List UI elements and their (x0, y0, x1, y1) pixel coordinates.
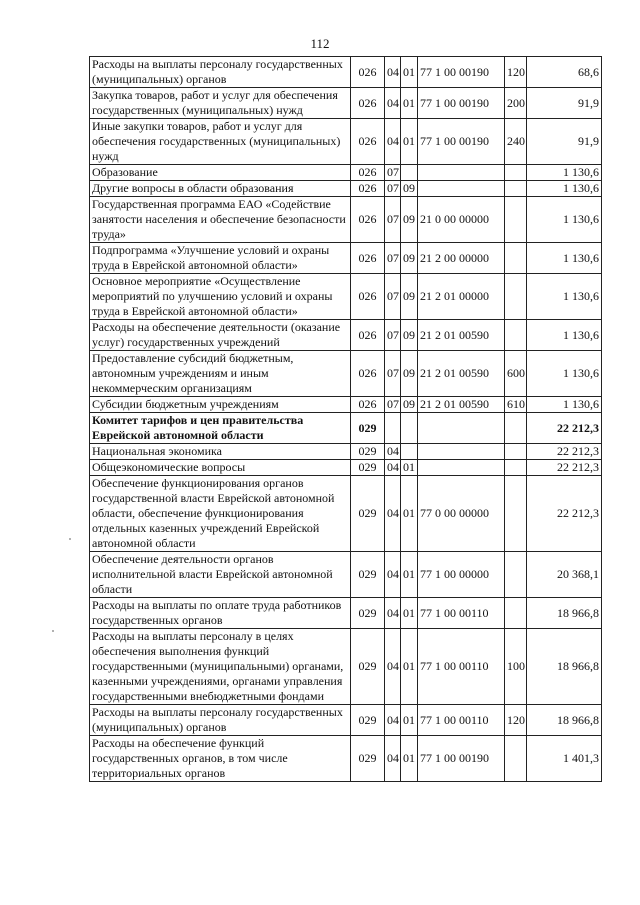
table-row (90, 598, 602, 629)
section-code-cell (385, 413, 401, 444)
row-name-cell: Образование (90, 165, 351, 181)
table-row (90, 460, 602, 476)
expense-type-cell: 120 (505, 57, 527, 88)
expense-type-cell (505, 320, 527, 351)
section-code-cell: 07 (385, 320, 401, 351)
amount-cell: 22 212,3 (527, 460, 602, 476)
section-code-cell: 04 (385, 629, 401, 705)
subsection-code-cell: 01 (401, 57, 418, 88)
expense-type-cell (505, 460, 527, 476)
amount-cell: 1 130,6 (527, 197, 602, 243)
section-code-cell: 04 (385, 88, 401, 119)
row-name-cell: Закупка товаров, работ и услуг для обеспечения государственных (муниципальных) нужд (90, 88, 351, 119)
ministry-code-cell: 026 (351, 274, 385, 320)
section-code-cell: 07 (385, 351, 401, 397)
table-row (90, 705, 602, 736)
ministry-code-cell: 029 (351, 444, 385, 460)
subsection-code-cell: 01 (401, 88, 418, 119)
subsection-code-cell: 01 (401, 598, 418, 629)
table-row (90, 88, 602, 119)
subsection-code-cell: 01 (401, 552, 418, 598)
expense-type-cell (505, 413, 527, 444)
table-row (90, 413, 602, 444)
ministry-code-cell: 029 (351, 705, 385, 736)
row-name-cell: Предоставление субсидий бюджетным, автономным учреждениям и иным некоммерческим организациям (90, 351, 351, 397)
expense-type-cell (505, 476, 527, 552)
row-name-cell: Расходы на выплаты по оплате труда работников государственных органов (90, 598, 351, 629)
section-code-cell: 07 (385, 274, 401, 320)
table-row (90, 243, 602, 274)
amount-cell: 1 130,6 (527, 320, 602, 351)
amount-cell: 1 130,6 (527, 351, 602, 397)
expense-type-cell: 240 (505, 119, 527, 165)
subsection-code-cell: 09 (401, 320, 418, 351)
ministry-code-cell: 026 (351, 88, 385, 119)
table-row (90, 397, 602, 413)
table-row (90, 181, 602, 197)
section-code-cell: 07 (385, 243, 401, 274)
amount-cell: 1 130,6 (527, 243, 602, 274)
scan-speck (52, 630, 54, 632)
target-article-cell (418, 444, 505, 460)
amount-cell: 1 130,6 (527, 181, 602, 197)
section-code-cell: 04 (385, 460, 401, 476)
subsection-code-cell: 09 (401, 197, 418, 243)
subsection-code-cell: 09 (401, 181, 418, 197)
table-row (90, 629, 602, 705)
expense-type-cell (505, 736, 527, 782)
table-row (90, 552, 602, 598)
amount-cell: 1 130,6 (527, 165, 602, 181)
section-code-cell: 04 (385, 444, 401, 460)
table-row (90, 197, 602, 243)
ministry-code-cell: 026 (351, 165, 385, 181)
budget-table (89, 56, 602, 782)
amount-cell: 68,6 (527, 57, 602, 88)
expense-type-cell (505, 197, 527, 243)
amount-cell: 1 401,3 (527, 736, 602, 782)
subsection-code-cell: 09 (401, 274, 418, 320)
table-row (90, 119, 602, 165)
table-row (90, 736, 602, 782)
amount-cell: 91,9 (527, 119, 602, 165)
page-number: 112 (310, 36, 330, 51)
subsection-code-cell: 01 (401, 736, 418, 782)
ministry-code-cell: 026 (351, 197, 385, 243)
section-code-cell: 07 (385, 165, 401, 181)
expense-type-cell (505, 274, 527, 320)
target-article-cell: 21 2 00 00000 (418, 243, 505, 274)
target-article-cell: 77 1 00 00000 (418, 552, 505, 598)
table-row (90, 274, 602, 320)
amount-cell: 18 966,8 (527, 629, 602, 705)
subsection-code-cell (401, 444, 418, 460)
section-code-cell: 07 (385, 197, 401, 243)
row-name-cell: Подпрограмма «Улучшение условий и охраны труда в Еврейской автономной области» (90, 243, 351, 274)
row-name-cell: Государственная программа ЕАО «Содействие занятости населения и обеспечение безопасности труда» (90, 197, 351, 243)
section-code-cell: 04 (385, 119, 401, 165)
target-article-cell: 77 1 00 00190 (418, 119, 505, 165)
amount-cell: 91,9 (527, 88, 602, 119)
subsection-code-cell: 01 (401, 476, 418, 552)
section-code-cell: 04 (385, 736, 401, 782)
expense-type-cell (505, 165, 527, 181)
row-name-cell: Основное мероприятие «Осуществление мероприятий по улучшению условий и охраны труда в Еврейской автономной области» (90, 274, 351, 320)
row-name-cell: Комитет тарифов и цен правительства Еврейской автономной области (90, 413, 351, 444)
ministry-code-cell: 026 (351, 57, 385, 88)
table-row (90, 320, 602, 351)
row-name-cell: Иные закупки товаров, работ и услуг для обеспечения государственных (муниципальных) нужд (90, 119, 351, 165)
table-row (90, 444, 602, 460)
ministry-code-cell: 029 (351, 736, 385, 782)
expense-type-cell: 600 (505, 351, 527, 397)
section-code-cell: 07 (385, 181, 401, 197)
table-row (90, 57, 602, 88)
row-name-cell: Обеспечение функционирования органов государственной власти Еврейской автономной области, обеспечение функционирования отдельных казенных учреждений Еврейской автономной области (90, 476, 351, 552)
ministry-code-cell: 029 (351, 460, 385, 476)
row-name-cell: Национальная экономика (90, 444, 351, 460)
subsection-code-cell: 09 (401, 243, 418, 274)
section-code-cell: 04 (385, 705, 401, 736)
table-body (90, 57, 602, 782)
target-article-cell: 21 2 01 00590 (418, 320, 505, 351)
row-name-cell: Расходы на обеспечение деятельности (оказание услуг) государственных учреждений (90, 320, 351, 351)
table-row (90, 476, 602, 552)
subsection-code-cell: 01 (401, 460, 418, 476)
target-article-cell (418, 181, 505, 197)
ministry-code-cell: 029 (351, 476, 385, 552)
subsection-code-cell: 09 (401, 351, 418, 397)
amount-cell: 22 212,3 (527, 476, 602, 552)
ministry-code-cell: 026 (351, 243, 385, 274)
amount-cell: 1 130,6 (527, 397, 602, 413)
expense-type-cell: 200 (505, 88, 527, 119)
expense-type-cell (505, 552, 527, 598)
amount-cell: 18 966,8 (527, 705, 602, 736)
table-row (90, 165, 602, 181)
target-article-cell: 77 1 00 00110 (418, 705, 505, 736)
scan-speck (69, 538, 71, 540)
target-article-cell: 77 1 00 00190 (418, 88, 505, 119)
subsection-code-cell: 01 (401, 119, 418, 165)
ministry-code-cell: 029 (351, 552, 385, 598)
expense-type-cell: 120 (505, 705, 527, 736)
target-article-cell (418, 460, 505, 476)
expense-type-cell (505, 243, 527, 274)
target-article-cell: 77 1 00 00190 (418, 736, 505, 782)
target-article-cell: 21 0 00 00000 (418, 197, 505, 243)
row-name-cell: Субсидии бюджетным учреждениям (90, 397, 351, 413)
table-row (90, 351, 602, 397)
section-code-cell: 07 (385, 397, 401, 413)
row-name-cell: Расходы на выплаты персоналу государственных (муниципальных) органов (90, 705, 351, 736)
expense-type-cell: 610 (505, 397, 527, 413)
ministry-code-cell: 029 (351, 413, 385, 444)
target-article-cell: 21 2 01 00590 (418, 351, 505, 397)
row-name-cell: Общеэкономические вопросы (90, 460, 351, 476)
expense-type-cell: 100 (505, 629, 527, 705)
section-code-cell: 04 (385, 476, 401, 552)
ministry-code-cell: 026 (351, 351, 385, 397)
row-name-cell: Расходы на обеспечение функций государственных органов, в том числе территориальных органов (90, 736, 351, 782)
subsection-code-cell: 01 (401, 629, 418, 705)
ministry-code-cell: 029 (351, 598, 385, 629)
row-name-cell: Расходы на выплаты персоналу в целях обеспечения выполнения функций государственными (муниципальными) органами, казенными учреждениями, органами управления государственными внебюджетными фондами (90, 629, 351, 705)
amount-cell: 18 966,8 (527, 598, 602, 629)
row-name-cell: Другие вопросы в области образования (90, 181, 351, 197)
target-article-cell (418, 413, 505, 444)
ministry-code-cell: 026 (351, 181, 385, 197)
amount-cell: 22 212,3 (527, 413, 602, 444)
subsection-code-cell (401, 165, 418, 181)
ministry-code-cell: 026 (351, 320, 385, 351)
ministry-code-cell: 026 (351, 397, 385, 413)
row-name-cell: Обеспечение деятельности органов исполнительной власти Еврейской автономной области (90, 552, 351, 598)
amount-cell: 20 368,1 (527, 552, 602, 598)
section-code-cell: 04 (385, 57, 401, 88)
target-article-cell: 77 0 00 00000 (418, 476, 505, 552)
row-name-cell: Расходы на выплаты персоналу государственных (муниципальных) органов (90, 57, 351, 88)
target-article-cell: 77 1 00 00190 (418, 57, 505, 88)
subsection-code-cell (401, 413, 418, 444)
target-article-cell: 21 2 01 00000 (418, 274, 505, 320)
amount-cell: 22 212,3 (527, 444, 602, 460)
expense-type-cell (505, 598, 527, 629)
expense-type-cell (505, 181, 527, 197)
subsection-code-cell: 01 (401, 705, 418, 736)
target-article-cell: 77 1 00 00110 (418, 598, 505, 629)
section-code-cell: 04 (385, 552, 401, 598)
subsection-code-cell: 09 (401, 397, 418, 413)
section-code-cell: 04 (385, 598, 401, 629)
expense-type-cell (505, 444, 527, 460)
amount-cell: 1 130,6 (527, 274, 602, 320)
ministry-code-cell: 026 (351, 119, 385, 165)
target-article-cell (418, 165, 505, 181)
target-article-cell: 77 1 00 00110 (418, 629, 505, 705)
target-article-cell: 21 2 01 00590 (418, 397, 505, 413)
ministry-code-cell: 029 (351, 629, 385, 705)
